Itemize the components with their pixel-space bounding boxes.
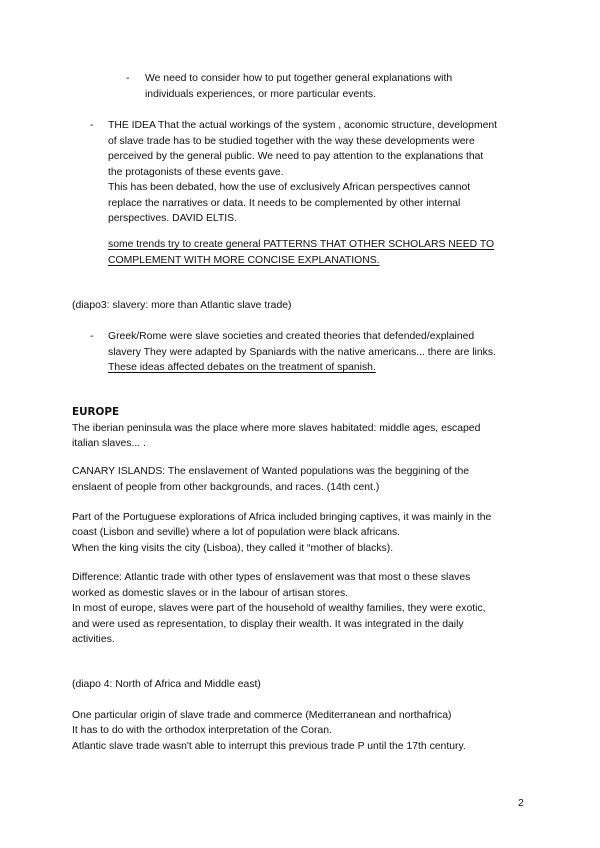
bullet-dash: - — [90, 331, 94, 342]
bullet-text-line: perceived by the general public. We need to pay attention to the explanations that — [108, 151, 484, 162]
paragraph-line: One particular origin of slave trade and commerce (Mediterranean and northafrica) — [72, 710, 452, 721]
underlined-text-line: COMPLEMENT WITH MORE CONCISE EXPLANATIONS. — [108, 255, 380, 266]
bullet-text-line: slavery They were adapted by Spaniards with the native americans... there are links. — [108, 347, 496, 358]
underlined-text-line: These ideas affected debates on the treatment of spanish. — [108, 362, 376, 373]
page-number: 2 — [518, 798, 524, 809]
paragraph-line: CANARY ISLANDS: The enslavement of Wanted populations was the beggining of the — [72, 466, 470, 477]
paragraph-line: Difference: Atlantic trade with other types of enslavement was that most o these slaves — [72, 572, 471, 583]
bullet-text-line: perspectives. DAVID ELTIS. — [108, 213, 237, 224]
bullet-text-line: Greek/Rome were slave societies and created theories that defended/explained — [108, 331, 475, 342]
paragraph-line: Part of the Portuguese explorations of Africa included bringing captives, it was mainly in the — [72, 512, 492, 523]
paragraph-line: and were used as representation, to display their wealth. It was integrated in the daily — [72, 619, 464, 630]
paragraph-line: worked as domestic slaves or in the labour of artisan stores. — [72, 588, 349, 599]
section-heading: EUROPE — [72, 406, 120, 418]
paragraph-line: Atlantic slave trade wasn't able to interrupt this previous trade P until the 17th century. — [72, 741, 466, 752]
bullet-text-line: of slave trade has to be studied together with the way these developments were — [108, 136, 475, 147]
bullet-text-line: This has been debated, how the use of exclusively African perspectives cannot — [108, 182, 471, 193]
underlined-text-line: some trends try to create general PATTERNS THAT OTHER SCHOLARS NEED TO — [108, 239, 495, 250]
bullet-text-line: We need to consider how to put together general explanations with — [145, 73, 453, 84]
bullet-text-line: replace the narratives or data. It needs to be complemented by other internal — [108, 198, 461, 209]
paragraph-line: It has to do with the orthodox interpretation of the Coran. — [72, 725, 332, 736]
paragraph-line: italian slaves... . — [72, 438, 146, 449]
bullet-dash: - — [126, 73, 130, 84]
paragraph-line: When the king visits the city (Lisboa), they called it “mother of blacks). — [72, 543, 394, 554]
slide-note-diapo4: (diapo 4: North of Africa and Middle east) — [72, 679, 261, 690]
slide-note-diapo3: (diapo3: slavery: more than Atlantic slave trade) — [72, 300, 292, 311]
bullet-text-line: individuals experiences, or more particular events. — [145, 89, 377, 100]
paragraph-line: The iberian peninsula was the place where more slaves habitated: middle ages, escaped — [72, 423, 481, 434]
bullet-dash: - — [90, 120, 94, 131]
bullet-text-line: THE IDEA That the actual workings of the system , aconomic structure, development — [108, 120, 498, 131]
paragraph-line: In most of europe, slaves were part of the household of wealthy families, they were exotic, — [72, 603, 486, 614]
paragraph-line: enslaent of people from other backgrounds, and races. (14th cent.) — [72, 482, 380, 493]
bullet-text-line: the protagonists of these events gave. — [108, 167, 284, 178]
paragraph-line: activities. — [72, 634, 115, 645]
paragraph-line: coast (Lisbon and seville) where a lot of population were black africans. — [72, 527, 401, 538]
